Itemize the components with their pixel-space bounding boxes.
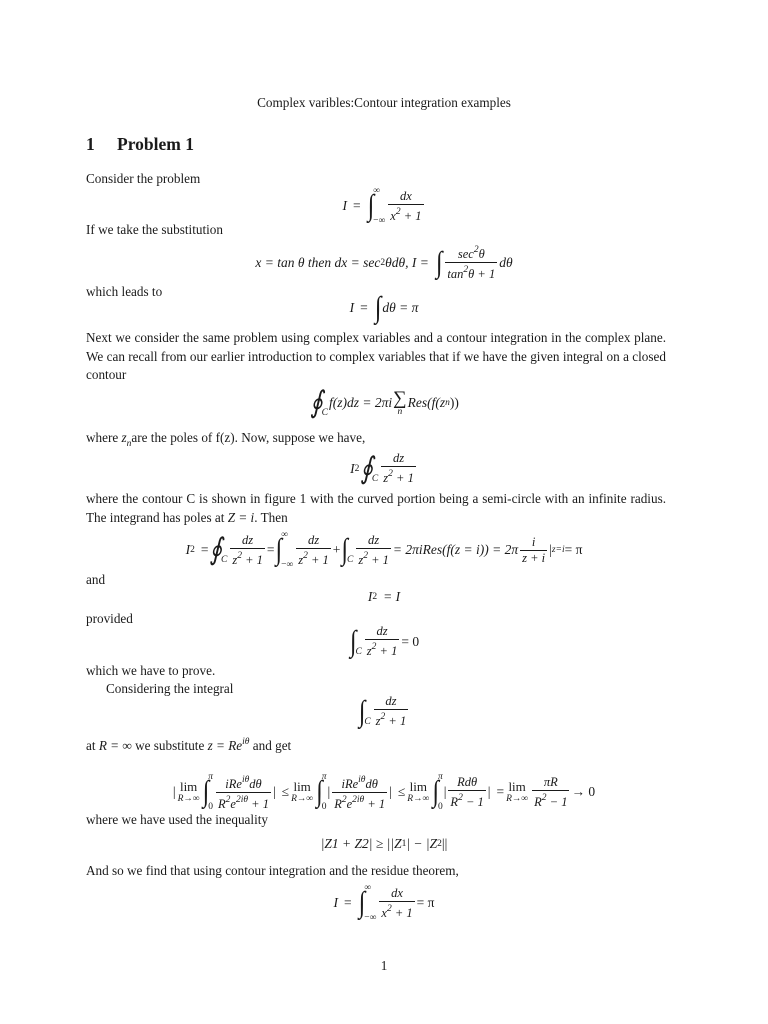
section-number: 1 [86,134,95,154]
equation-considered-integral: ∫ C $\frac{dz}{z^2 + 1}$ [358,694,407,728]
paragraph-substitute: at R = ∞ we substitute $z = Re^{i\theta}$ and get [86,737,292,753]
paragraph-leads-to: which leads to [86,284,163,299]
paragraph-contour: where the contour C is shown in figure 1 with the curved portion being a semi-circle with an infinite radius. The integrand has poles at Z = i. Then [86,491,666,525]
equation-I2-equals-I: I 2 = I [367,589,401,604]
paragraph-and: and [86,572,106,587]
equation-original-integral: I = ∫ ∞ −∞ $\frac{dx}{x^2 + 1}$ [342,186,422,226]
paragraph-inequality: where we have used the inequality [86,812,268,827]
page-number: 1 [380,958,388,973]
equation-triangle-inequality: |Z1 + Z2| ≥ ||Z 1 | − |Z 2 || [320,836,448,851]
document-title: Complex varibles:Contour integration examples [257,95,511,110]
paragraph-complex-intro: Next we consider the same problem using complex variables and a contour integration in the complex plane. We can recall from our earlier introduction to complex variables that if we have the given integral on a closed contour [86,330,666,383]
equation-substitution: x = tan θ then dx = sec 2 θdθ, I = ∫ $\frac{\sec^2\theta}{\tan^2\theta + 1}$ dθ [255,245,513,281]
paragraph-conclusion: And so we find that using contour integration and the residue theorem, [86,863,459,878]
equation-residue-theorem: ∮ C f(z)dz = 2πi ∑ n Res(f(z n )) [310,386,459,420]
equation-final-result: I = ∫ ∞ −∞ $\frac{dx}{x^2 + 1}$ = π [333,883,435,923]
equation-I2-evaluation: I 2 = ∮ C $\frac{dz}{z^2 + 1}$ = ∫ ∞ −∞ $\frac{dz}{z^2 + 1}$ + ∫ C $\frac{dz}{z^2 + 1}$ = 2πiRes(f(z = i)) = 2π $\frac{i}{z + i}$ | z=i = π [185,530,583,570]
paragraph-provided: provided [86,611,133,626]
paragraph-to-prove: which we have to prove. [86,663,216,678]
equation-theta-result: I = ∫ dθ = π [349,291,419,325]
section-heading [86,134,194,155]
equation-semicircle-zero: ∫ C $\frac{dz}{z^2 + 1}$ = 0 [349,624,420,658]
paragraph-considering: Considering the integral [106,681,234,696]
paragraph-consider: Consider the problem [86,171,201,186]
paragraph-poles: where $z_nare$ the poles of f(z). Now, suppose we have, [86,430,366,449]
equation-I2-definition: I 2 ∮ C $\frac{dz}{z^2 + 1}$ [350,451,414,485]
equation-limit-bound: | lim R→∞ ∫ π 0 $\frac{iRe^{i\theta}d\theta}{R^2e^{2i\theta} + 1}$ | ≤ lim R→∞ ∫ π 0 | $\frac{iRe^{i\theta}d\theta}{R^2e^{2i\theta} + 1}$ | ≤ lim R→∞ ∫ π 0 | $\frac{\text{Rdθ}}{R^2 - 1}$ | = lim R→∞ $\frac{\pi R}{R^2 - 1}$ → 0 [172,772,596,812]
section-title: Problem 1 [117,134,194,154]
paragraph-substitution: If we take the substitution [86,222,223,237]
